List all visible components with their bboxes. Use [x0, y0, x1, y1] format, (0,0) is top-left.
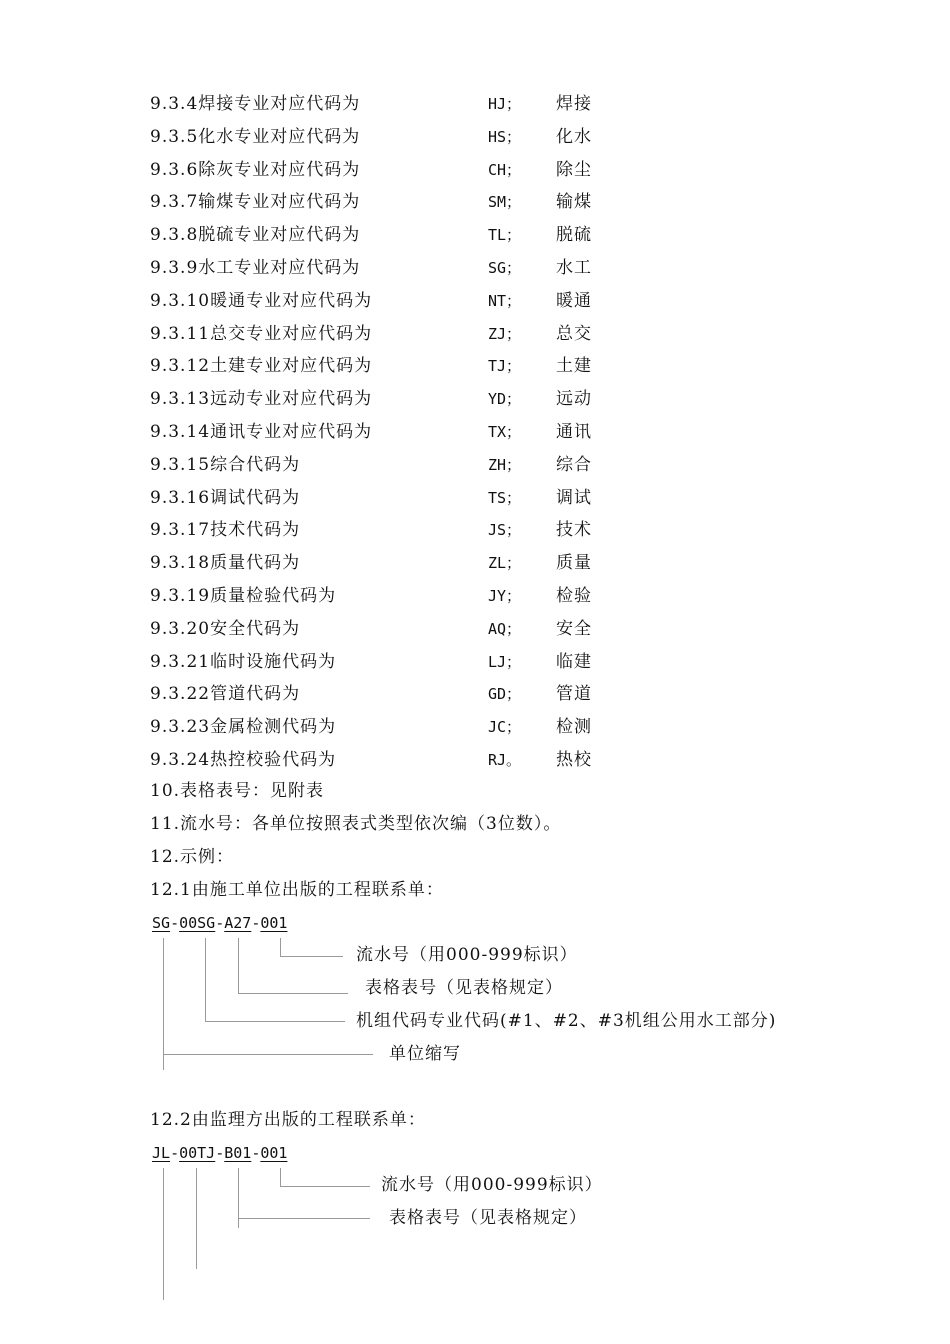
- code-label: 9.3.15综合代码为: [150, 454, 301, 475]
- example1-connector-form: [238, 938, 239, 994]
- code-value: RJ。: [488, 750, 522, 769]
- code-row: [150, 88, 650, 121]
- code-row: [150, 678, 650, 711]
- example2-connector-serial: [280, 1168, 281, 1187]
- code-name: 技术: [556, 520, 592, 541]
- example1-unit-code: 00SG: [179, 914, 216, 932]
- code-list: [150, 88, 650, 777]
- example2-connector-unit: [196, 1168, 197, 1269]
- example1-sep: -: [215, 914, 225, 932]
- code-label: 9.3.22管道代码为: [150, 684, 301, 705]
- example2-connector-form: [238, 1168, 239, 1228]
- code-row: [150, 318, 650, 351]
- code-name: 综合: [556, 454, 592, 475]
- code-name: 检测: [556, 717, 592, 738]
- code-label: 9.3.5化水专业对应代码为: [150, 126, 361, 147]
- example1-connector-serial: [280, 956, 343, 957]
- example2-serial: 001: [260, 1144, 288, 1162]
- paragraph-11: 11.流水号：各单位按照表式类型依次编（3位数）。: [150, 814, 562, 834]
- code-name: 焊接: [556, 94, 592, 114]
- code-name: 热校: [556, 749, 592, 770]
- code-label: 9.3.18质量代码为: [150, 553, 301, 574]
- example2-note-form: 表格表号（见表格规定）: [389, 1208, 587, 1228]
- example2-code: [152, 1142, 287, 1164]
- example1-connector-unit: [205, 938, 206, 1022]
- code-name: 输煤: [556, 192, 592, 213]
- example1-note-abbr: 单位缩写: [389, 1044, 461, 1064]
- code-label: 9.3.4焊接专业对应代码为: [150, 94, 361, 114]
- code-value: HS；: [488, 127, 522, 146]
- code-row: [150, 350, 650, 383]
- code-name: 检验: [556, 585, 592, 606]
- code-row: [150, 613, 650, 646]
- example1-code: [152, 912, 287, 934]
- code-row: [150, 383, 650, 416]
- code-value: ZJ；: [488, 324, 522, 343]
- code-name: 调试: [556, 487, 592, 508]
- example2-sep: -: [215, 1144, 225, 1162]
- code-name: 土建: [556, 356, 592, 377]
- code-label: 9.3.19质量检验代码为: [150, 585, 337, 606]
- code-label: 9.3.11总交专业对应代码为: [150, 323, 373, 344]
- code-row: [150, 547, 650, 580]
- code-value: TJ；: [488, 357, 522, 376]
- paragraph-12-1: 12.1由施工单位出版的工程联系单：: [150, 880, 444, 900]
- code-value: CH；: [488, 160, 522, 179]
- code-value: HJ；: [488, 95, 522, 113]
- example1-note-unit-code: 机组代码专业代码(#1、#2、#3机组公用水工部分): [356, 1011, 777, 1031]
- code-name: 总交: [556, 323, 592, 344]
- example1-sep: -: [170, 914, 180, 932]
- code-label: 9.3.21临时设施代码为: [150, 651, 337, 672]
- code-row: [150, 154, 650, 187]
- code-row: [150, 711, 650, 744]
- code-value: TS；: [488, 488, 522, 507]
- code-label: 9.3.17技术代码为: [150, 520, 301, 541]
- code-row: [150, 646, 650, 679]
- example1-sep: -: [251, 914, 261, 932]
- code-value: TX；: [488, 422, 522, 441]
- code-value: SM；: [488, 193, 522, 212]
- code-value: LJ；: [488, 652, 522, 671]
- code-name: 临建: [556, 651, 592, 672]
- code-row: [150, 252, 650, 285]
- example1-note-serial: 流水号（用000-999标识）: [356, 945, 578, 965]
- code-value: JC；: [488, 718, 522, 737]
- code-name: 质量: [556, 553, 592, 574]
- paragraph-10: 10.表格表号：见附表: [150, 781, 325, 801]
- code-value: TL；: [488, 226, 522, 245]
- code-label: 9.3.13远动专业对应代码为: [150, 389, 373, 410]
- example2-note-serial: 流水号（用000-999标识）: [381, 1175, 603, 1195]
- code-name: 脱硫: [556, 225, 592, 246]
- code-row: [150, 744, 650, 777]
- code-name: 除尘: [556, 159, 592, 180]
- code-row: [150, 514, 650, 547]
- example2-connector-serial: [280, 1186, 370, 1187]
- code-row: [150, 285, 650, 318]
- code-value: ZL；: [488, 554, 522, 573]
- example2-connector-form: [238, 1218, 370, 1219]
- code-label: 9.3.6除灰专业对应代码为: [150, 159, 361, 180]
- code-row: [150, 580, 650, 613]
- code-row: [150, 482, 650, 515]
- code-name: 通讯: [556, 421, 592, 442]
- example1-connector-abbr: [163, 1054, 373, 1055]
- example1-connector-serial: [280, 938, 281, 957]
- example2-unit-code: 00TJ: [179, 1144, 216, 1162]
- example1-form-no: A27: [224, 914, 252, 932]
- code-value: AQ；: [488, 619, 522, 638]
- example2-form-no: B01: [224, 1144, 252, 1162]
- example1-connector-abbr: [163, 938, 164, 1070]
- example1-connector-form: [238, 993, 348, 994]
- code-value: SG；: [488, 258, 522, 277]
- code-name: 水工: [556, 257, 592, 278]
- code-value: NT；: [488, 291, 522, 310]
- code-name: 管道: [556, 684, 592, 705]
- paragraph-12-2: 12.2由监理方出版的工程联系单：: [150, 1110, 426, 1130]
- paragraph-12: 12.示例：: [150, 847, 235, 867]
- code-label: 9.3.20安全代码为: [150, 618, 301, 639]
- example2-unit-abbr: JL: [152, 1144, 171, 1162]
- example1-connector-unit: [205, 1021, 345, 1022]
- code-row: [150, 449, 650, 482]
- code-value: JY；: [488, 586, 522, 605]
- example1-unit-abbr: SG: [152, 914, 171, 932]
- code-row: [150, 416, 650, 449]
- code-label: 9.3.24热控校验代码为: [150, 749, 337, 770]
- code-label: 9.3.9水工专业对应代码为: [150, 257, 361, 278]
- code-label: 9.3.16调试代码为: [150, 487, 301, 508]
- code-name: 安全: [556, 618, 592, 639]
- example1-serial: 001: [260, 914, 288, 932]
- code-label: 9.3.12土建专业对应代码为: [150, 356, 373, 377]
- example2-sep: -: [170, 1144, 180, 1162]
- example2-sep: -: [251, 1144, 261, 1162]
- code-value: ZH；: [488, 455, 522, 474]
- code-name: 远动: [556, 389, 592, 410]
- code-row: [150, 219, 650, 252]
- code-label: 9.3.23金属检测代码为: [150, 717, 337, 738]
- code-label: 9.3.10暖通专业对应代码为: [150, 290, 373, 311]
- code-value: GD；: [488, 685, 522, 704]
- code-label: 9.3.7输煤专业对应代码为: [150, 192, 361, 213]
- code-name: 化水: [556, 126, 592, 147]
- example1-note-form: 表格表号（见表格规定）: [365, 978, 563, 998]
- code-value: YD；: [488, 390, 522, 409]
- example2-connector-abbr: [163, 1168, 164, 1300]
- code-name: 暖通: [556, 290, 592, 311]
- code-label: 9.3.14通讯专业对应代码为: [150, 421, 373, 442]
- code-label: 9.3.8脱硫专业对应代码为: [150, 225, 361, 246]
- code-row: [150, 186, 650, 219]
- code-row: [150, 121, 650, 154]
- code-value: JS；: [488, 521, 522, 540]
